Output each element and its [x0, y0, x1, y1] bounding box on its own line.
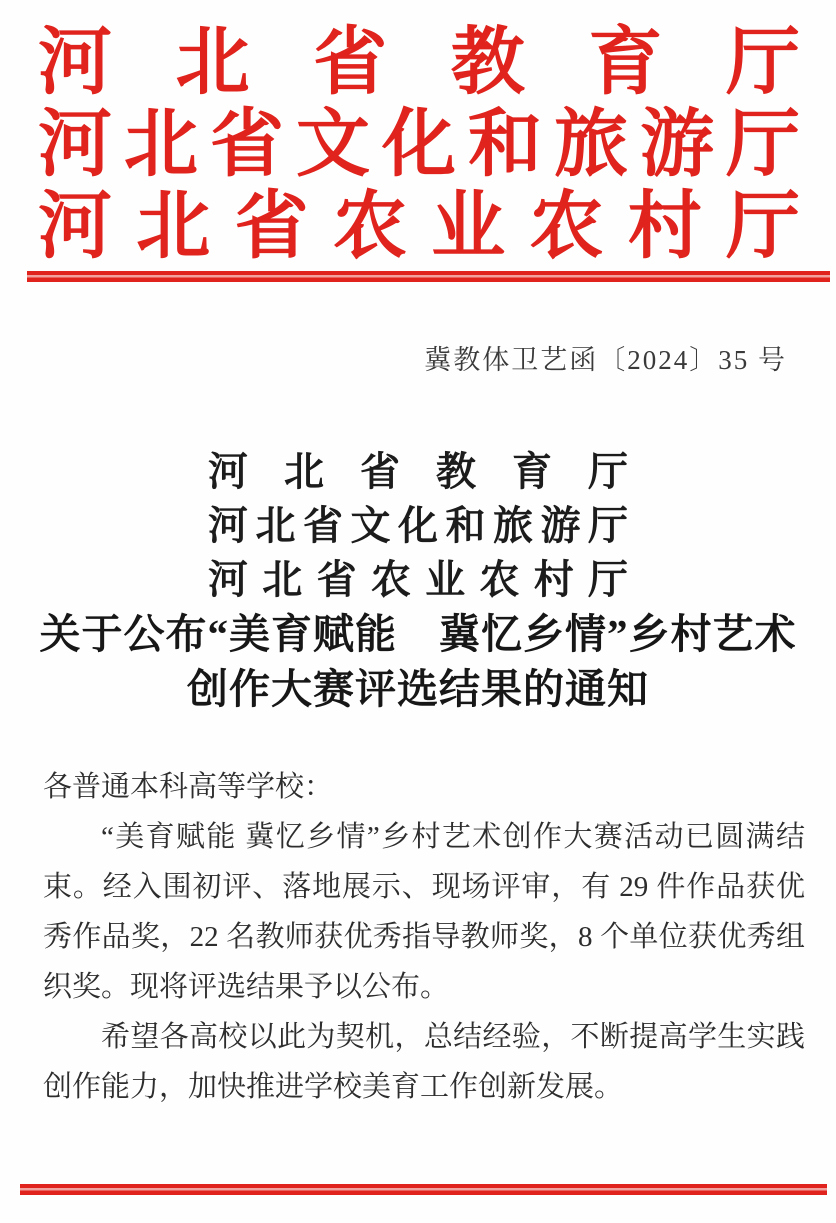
body-paragraph-1: “美育赋能 冀忆乡情”乡村艺术创作大赛活动已圆满结束。经入围初评、落地展示、现场评审，有 29 件作品获优秀作品奖，22 名教师获优秀指导教师奖，8 个单位获优秀组织奖。现将评选结果予以公布。 — [43, 821, 805, 1003]
title-agency-1: 河 北 省 教 育 厅 — [208, 449, 628, 494]
title-agency-2: 河 北 省 文 化 和 旅 游 厅 — [208, 503, 628, 548]
red-divider-top — [27, 271, 830, 282]
salutation: 各普通本科高等学校： — [43, 771, 334, 803]
title-subject-line-2: 创作大赛评选结果的通知 — [187, 666, 649, 712]
document-number: 冀教体卫艺函〔2024〕35 号 — [424, 345, 787, 375]
red-divider-bottom — [20, 1184, 827, 1195]
title-block — [0, 445, 836, 717]
body-paragraph-2: 希望各高校以此为契机，总结经验，不断提高学生实践创作能力，加快推进学校美育工作创新发展。 — [43, 1021, 805, 1103]
title-subject-line-1: 关于公布“美育赋能 冀忆乡情”乡村艺术 — [39, 611, 797, 657]
letterhead-agency-2: 河 北 省 文 化 和 旅 游 厅 — [38, 104, 800, 186]
title-agency-3: 河 北 省 农 业 农 村 厅 — [208, 557, 628, 602]
notice-body — [43, 762, 805, 1112]
letterhead — [38, 22, 800, 268]
letterhead-agency-3: 河 北 省 农 业 农 村 厅 — [38, 186, 800, 268]
letterhead-agency-1: 河 北 省 教 育 厅 — [38, 22, 800, 104]
